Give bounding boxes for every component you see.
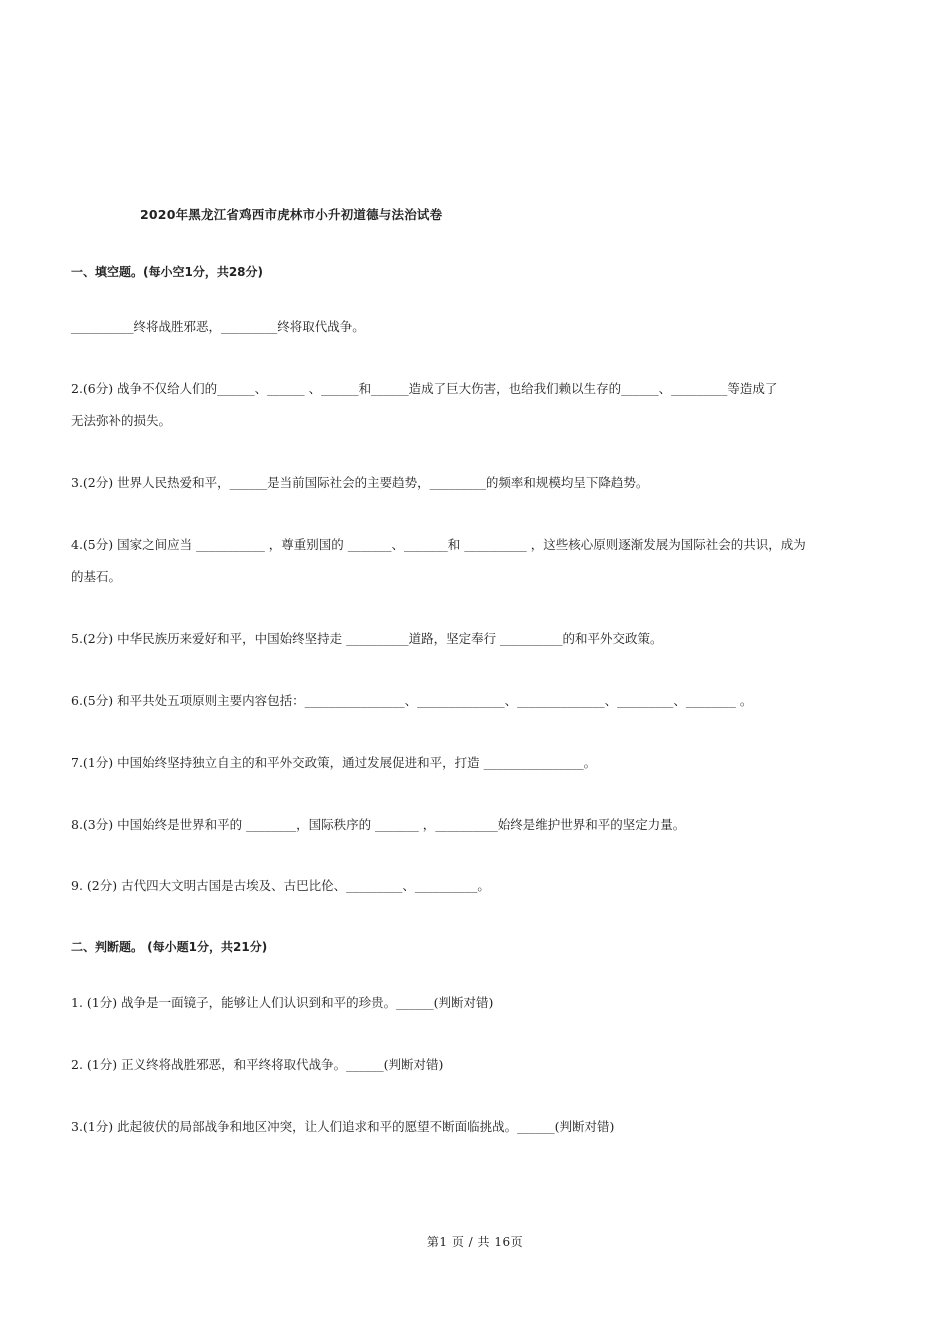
question-line: 2.(6分) 战争不仅给人们的______、______ 、______和______造成了巨大伤害，也给我们赖以生存的______、_________等造成了 (71, 381, 778, 396)
question-line: __________终将战胜邪恶，_________终将取代战争。 (71, 319, 365, 334)
question-line: 无法弥补的损失。 (71, 413, 172, 428)
section-heading-true-false: 二、判断题。 (每小题1分，共21分) (71, 940, 268, 954)
question-line: 6.(5分) 和平共处五项原则主要内容包括：________________、______________、______________、_________、________ 。 (71, 693, 753, 708)
question-line: 3.(2分) 世界人民热爱和平，______是当前国际社会的主要趋势，_________的频率和规模均呈下降趋势。 (71, 475, 649, 490)
question-line: 2. (1分) 正义终将战胜邪恶，和平终将取代战争。______(判断对错) (71, 1057, 444, 1072)
section-heading-fill-blank: 一、填空题。(每小空1分，共28分) (71, 265, 264, 279)
question-line: 4.(5分) 国家之间应当 ___________ ，尊重别国的 _______、_______和 __________ ，这些核心原则逐渐发展为国际社会的共识，成为 (71, 537, 806, 552)
page-title: 2020年黑龙江省鸡西市虎林市小升初道德与法治试卷 (140, 207, 443, 222)
question-line: 的基石。 (71, 569, 122, 584)
question-line: 8.(3分) 中国始终是世界和平的 ________，国际秩序的 _______ ，__________始终是维护世界和平的坚定力量。 (71, 817, 686, 832)
question-line: 5.(2分) 中华民族历来爱好和平，中国始终坚持走 __________道路，坚定奉行 __________的和平外交政策。 (71, 631, 663, 646)
question-line: 1. (1分) 战争是一面镜子，能够让人们认识到和平的珍贵。______(判断对错) (71, 995, 494, 1010)
question-line: 9. (2分) 古代四大文明古国是古埃及、古巴比伦、_________、__________。 (71, 878, 490, 893)
question-line: 7.(1分) 中国始终坚持独立自主的和平外交政策，通过发展促进和平，打造 ________________。 (71, 755, 597, 770)
page-footer: 第1 页 / 共 16页 (426, 1235, 524, 1249)
question-line: 3.(1分) 此起彼伏的局部战争和地区冲突，让人们追求和平的愿望不断面临挑战。______(判断对错) (71, 1119, 615, 1134)
